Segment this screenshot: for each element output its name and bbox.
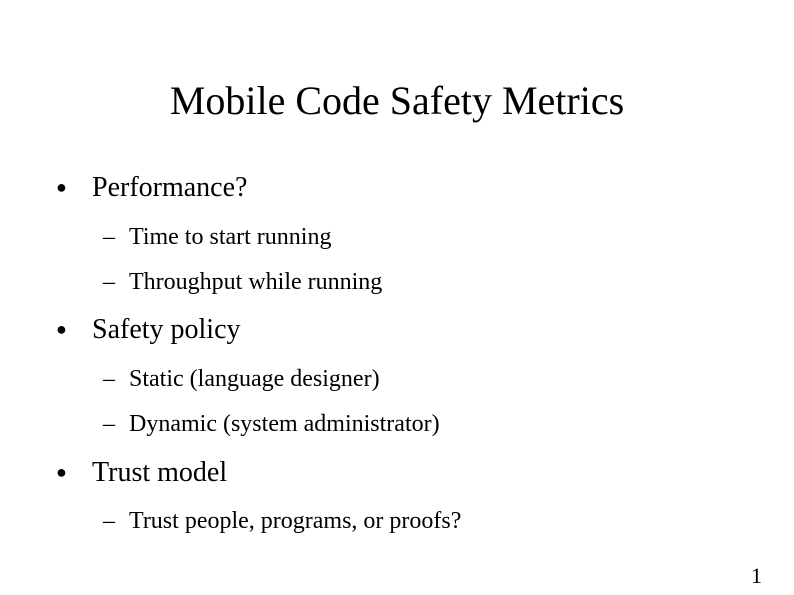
dash-icon: –	[103, 366, 115, 392]
slide-title: Mobile Code Safety Metrics	[169, 78, 625, 123]
sub-item	[103, 409, 440, 439]
sub-item-text: Static (language designer)	[129, 366, 380, 392]
page-number: 1	[751, 563, 762, 588]
sub-item-text: Dynamic (system administrator)	[129, 411, 440, 437]
sub-item	[103, 364, 380, 394]
bullet-text: Safety policy	[92, 314, 241, 345]
bullet-text: Trust model	[92, 457, 228, 488]
sub-item	[103, 222, 331, 252]
bullet-dot-icon: ●	[56, 462, 67, 482]
dash-icon: –	[103, 508, 115, 534]
bullet-item	[56, 312, 241, 347]
bullet-text: Performance?	[92, 172, 248, 203]
sub-item-text: Trust people, programs, or proofs?	[129, 508, 462, 534]
sub-item-text: Throughput while running	[129, 269, 383, 295]
bullet-item	[56, 170, 247, 205]
bullet-dot-icon: ●	[56, 177, 67, 197]
sub-item	[103, 267, 382, 297]
sub-item	[103, 506, 461, 536]
sub-item-text: Time to start running	[129, 224, 332, 250]
dash-icon: –	[103, 224, 115, 250]
dash-icon: –	[103, 269, 115, 295]
bullet-item	[56, 455, 227, 490]
dash-icon: –	[103, 411, 115, 437]
bullet-dot-icon: ●	[56, 319, 67, 339]
